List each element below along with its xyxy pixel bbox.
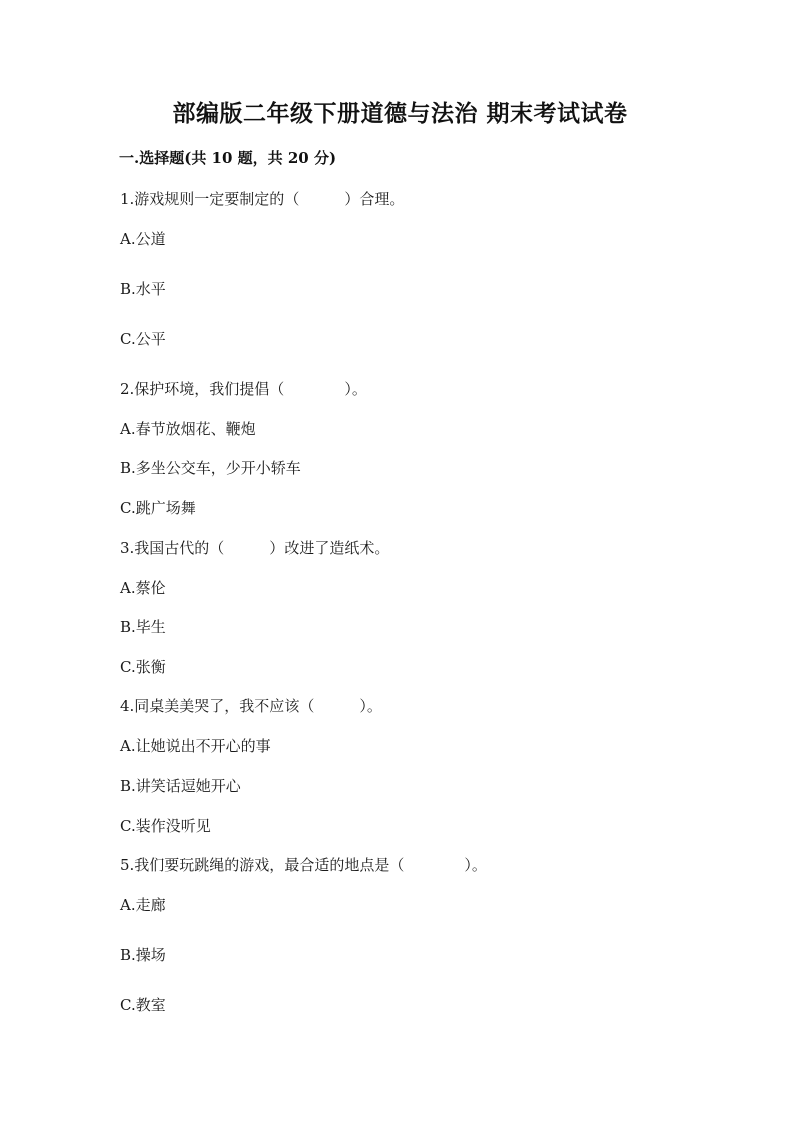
question-2-option-c: C.跳广场舞 — [120, 499, 196, 517]
question-1-option-b: B.水平 — [120, 280, 166, 298]
question-2-option-b: B.多坐公交车，少开小轿车 — [120, 459, 301, 477]
question-3-option-b: B.毕生 — [120, 618, 166, 636]
exam-title: 部编版二年级下册道德与法治 期末考试试卷 — [172, 100, 628, 127]
question-5-option-b: B.操场 — [120, 946, 166, 964]
question-5-option-a: A.走廊 — [120, 896, 166, 914]
question-2-option-a: A.春节放烟花、鞭炮 — [120, 420, 256, 438]
question-1-option-a: A.公道 — [120, 230, 166, 248]
question-1-stem: 1.游戏规则一定要制定的（ ）合理。 — [120, 190, 405, 208]
question-5-option-c: C.教室 — [120, 996, 166, 1014]
question-3-option-a: A.蔡伦 — [120, 579, 166, 597]
question-3-stem: 3.我国古代的（ ）改进了造纸术。 — [120, 539, 390, 557]
question-4-stem: 4.同桌美美哭了，我不应该（ ）。 — [120, 697, 382, 715]
question-4-option-a: A.让她说出不开心的事 — [120, 737, 271, 755]
question-4-option-c: C.装作没听见 — [120, 817, 211, 835]
question-1-option-c: C.公平 — [120, 330, 166, 348]
question-4-option-b: B.讲笑话逗她开心 — [120, 777, 241, 795]
section-heading: 一.选择题(共 10 题，共 20 分) — [119, 149, 337, 167]
question-2-stem: 2.保护环境，我们提倡（ ）。 — [120, 380, 367, 398]
question-5-stem: 5.我们要玩跳绳的游戏，最合适的地点是（ ）。 — [120, 856, 487, 874]
question-3-option-c: C.张衡 — [120, 658, 166, 676]
